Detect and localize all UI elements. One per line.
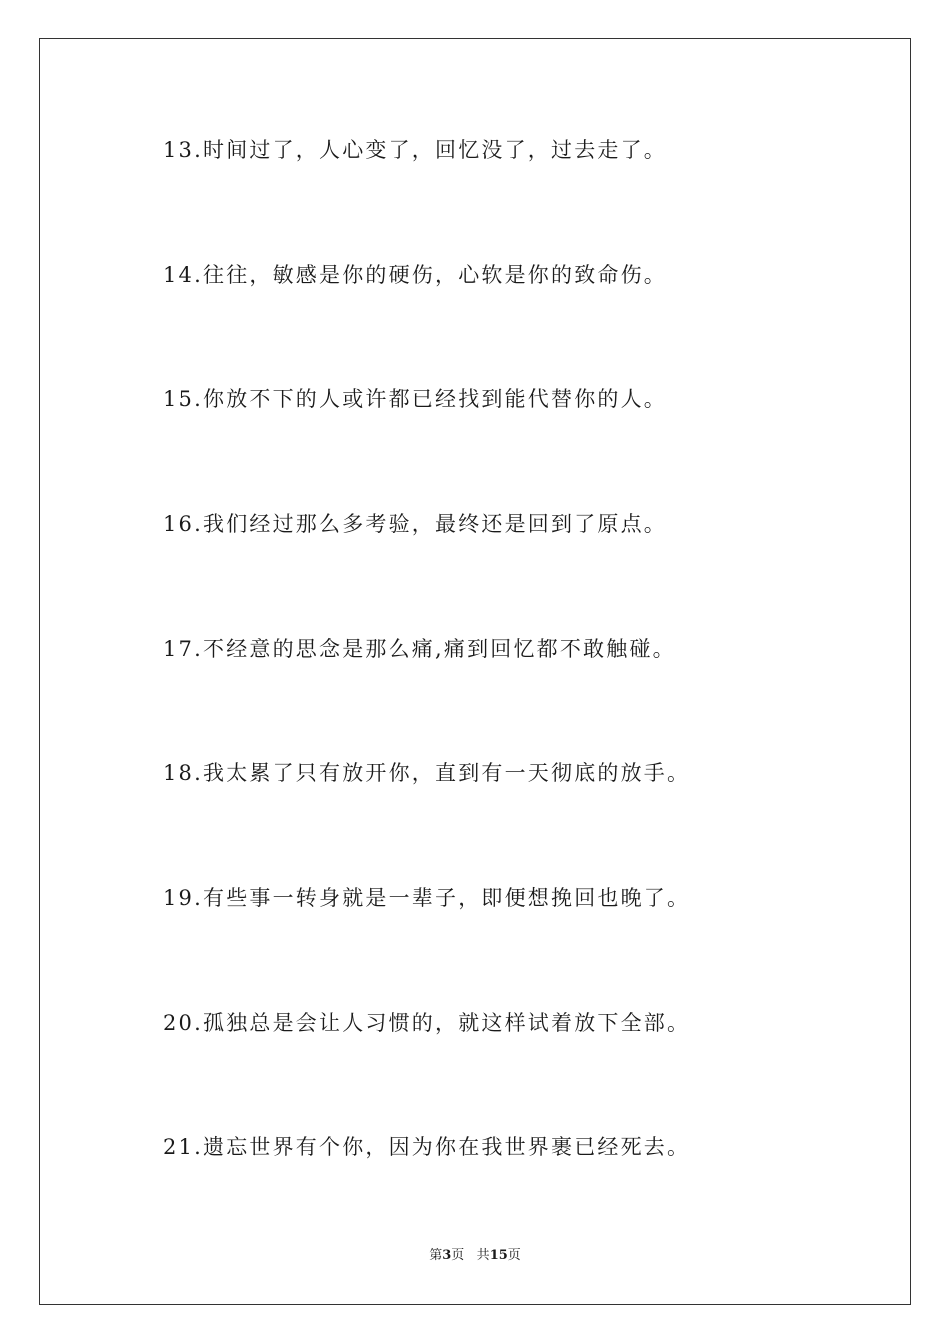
- text-line-13: 13.时间过了，人心变了，回忆没了，过去走了。: [163, 138, 667, 162]
- text-line-15: 15.你放不下的人或许都已经找到能代替你的人。: [163, 387, 667, 411]
- footer-total-pages: 15: [489, 1248, 508, 1263]
- text-line-14: 14.往往，敏感是你的硬伤，心软是你的致命伤。: [163, 263, 667, 287]
- page-footer: [0, 1248, 950, 1264]
- footer-current-page: 3: [442, 1248, 452, 1263]
- text-line-16: 16.我们经过那么多考验，最终还是回到了原点。: [163, 512, 667, 536]
- text-line-19: 19.有些事一转身就是一辈子，即便想挽回也晚了。: [163, 886, 691, 910]
- footer-page-unit: 页: [451, 1248, 465, 1263]
- text-line-20: 20.孤独总是会让人习惯的，就这样试着放下全部。: [163, 1011, 691, 1035]
- text-line-21: 21.遗忘世界有个你，因为你在我世界裹已经死去。: [163, 1135, 691, 1159]
- text-line-18: 18.我太累了只有放开你，直到有一天彻底的放手。: [163, 761, 691, 785]
- footer-total-unit: 页: [507, 1248, 521, 1263]
- text-line-17: 17.不经意的思念是那么痛,痛到回忆都不敢触碰。: [163, 637, 676, 661]
- page-border: [39, 38, 911, 1305]
- footer-prefix: 第: [429, 1248, 443, 1263]
- footer-total-prefix: 共: [476, 1248, 490, 1263]
